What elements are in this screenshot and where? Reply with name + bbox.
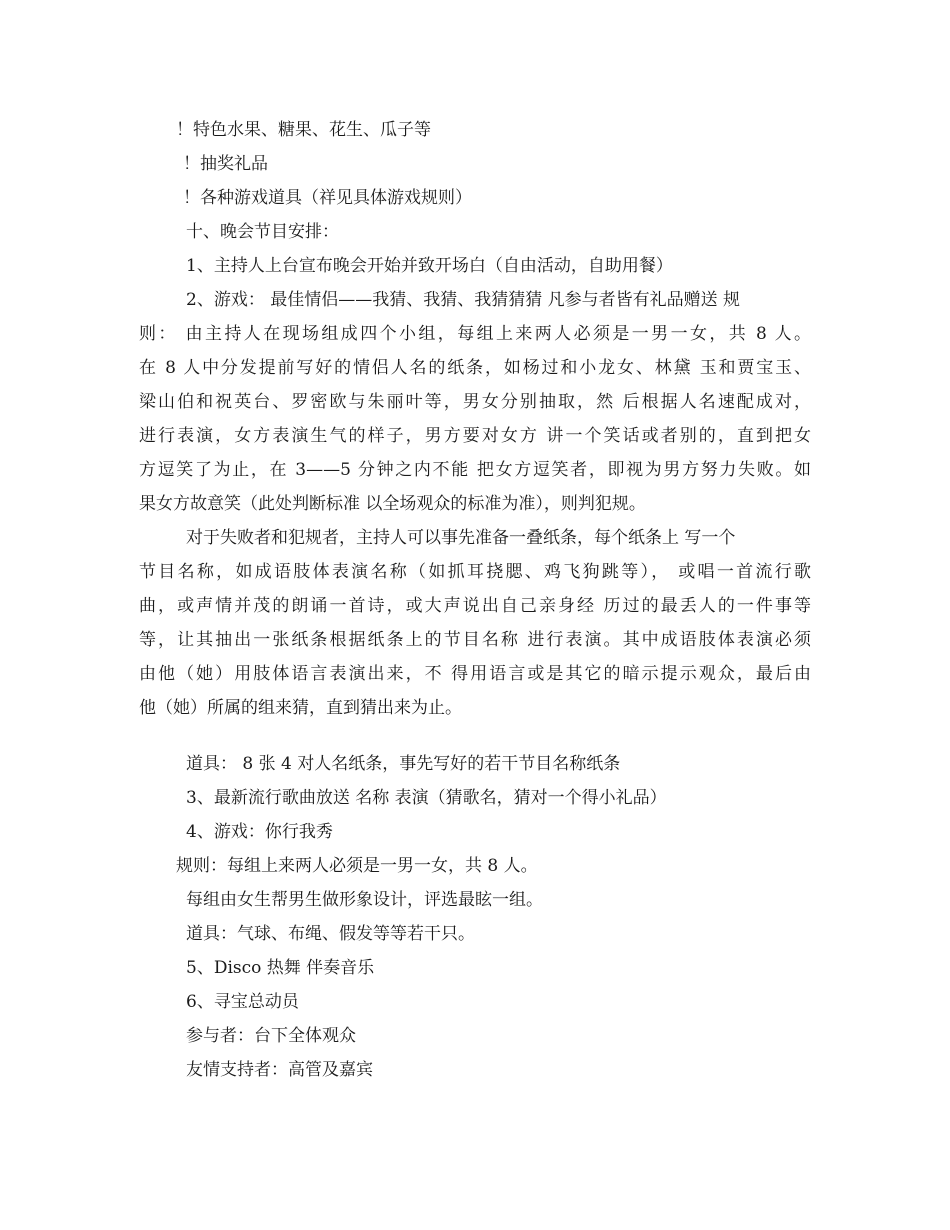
paragraph-line: 对于失败者和犯规者，主持人可以事先准备一叠纸条，每个纸条上 写一个: [186, 528, 736, 548]
paragraph-line: 曲，或声情并茂的朗诵一首诗，或大声说出自己亲身经 历过的最丢人的一件事等: [139, 596, 811, 616]
paragraph-line: 则： 由主持人在现场组成四个小组，每组上来两人必须是一男一女，共 8 人。: [139, 324, 811, 344]
design-line: 每组由女生帮男生做形象设计，评选最眩一组。: [186, 890, 543, 910]
program-item-6: 6、寻宝总动员: [186, 992, 299, 1012]
paragraph-line: 果女方故意笑（此处判断标准 以全场观众的标准为准），则判犯规。: [139, 494, 646, 514]
paragraph-line: 等，让其抽出一张纸条根据纸条上的节目名称 进行表演。其中成语肢体表演必须: [139, 630, 811, 650]
program-item-3: 3、最新流行歌曲放送 名称 表演（猜歌名，猜对一个得小礼品）: [186, 788, 667, 808]
list-item-game-props: ！各种游戏道具（祥见具体游戏规则）: [183, 188, 472, 208]
section-heading-program: 十、晚会节目安排：: [186, 222, 339, 242]
program-item-1: 1、主持人上台宣布晚会开始并致开场白（自由活动，自助用餐）: [186, 256, 673, 276]
participants-line: 参与者：台下全体观众: [186, 1026, 356, 1046]
program-item-5: 5、Disco 热舞 伴奏音乐: [186, 958, 375, 978]
paragraph-line: 方逗笑了为止，在 3——5 分钟之内不能 把女方逗笑者，即视为男方努力失败。如: [139, 460, 811, 480]
program-item-4: 4、游戏：你行我秀: [186, 822, 333, 842]
paragraph-line: 由他（她）用肢体语言表演出来，不 得用语言或是其它的暗示提示观众，最后由: [139, 664, 811, 684]
supporters-line: 友情支持者：高管及嘉宾: [186, 1060, 373, 1080]
paragraph-line: 进行表演，女方表演生气的样子，男方要对女方 讲一个笑话或者别的，直到把女: [139, 426, 811, 446]
rules-line: 规则：每组上来两人必须是一男一女，共 8 人。: [176, 856, 538, 876]
list-item-prizes: ！抽奖礼品: [183, 154, 268, 174]
paragraph-line: 在 8 人中分发提前写好的情侣人名的纸条，如杨过和小龙女、林黛 玉和贾宝玉、: [139, 358, 811, 378]
paragraph-line: 节目名称，如成语肢体表演名称（如抓耳挠腮、鸡飞狗跳等）， 或唱一首流行歌: [139, 562, 811, 582]
program-item-2-line: 2、游戏： 最佳情侣——我猜、我猜、我猜猜猜 凡参与者皆有礼品赠送 规: [186, 290, 741, 310]
paragraph-line: 梁山伯和祝英台、罗密欧与朱丽叶等，男女分别抽取，然 后根据人名速配成对，: [139, 392, 811, 412]
paragraph-line: 他（她）所属的组来猜，直到猜出来为止。: [139, 698, 462, 718]
props-line: 道具： 8 张 4 对人名纸条，事先写好的若干节目名称纸条: [186, 754, 621, 774]
list-item-fruits: ！特色水果、糖果、花生、瓜子等: [176, 120, 431, 140]
props-line-2: 道具：气球、布绳、假发等等若干只。: [186, 924, 475, 944]
